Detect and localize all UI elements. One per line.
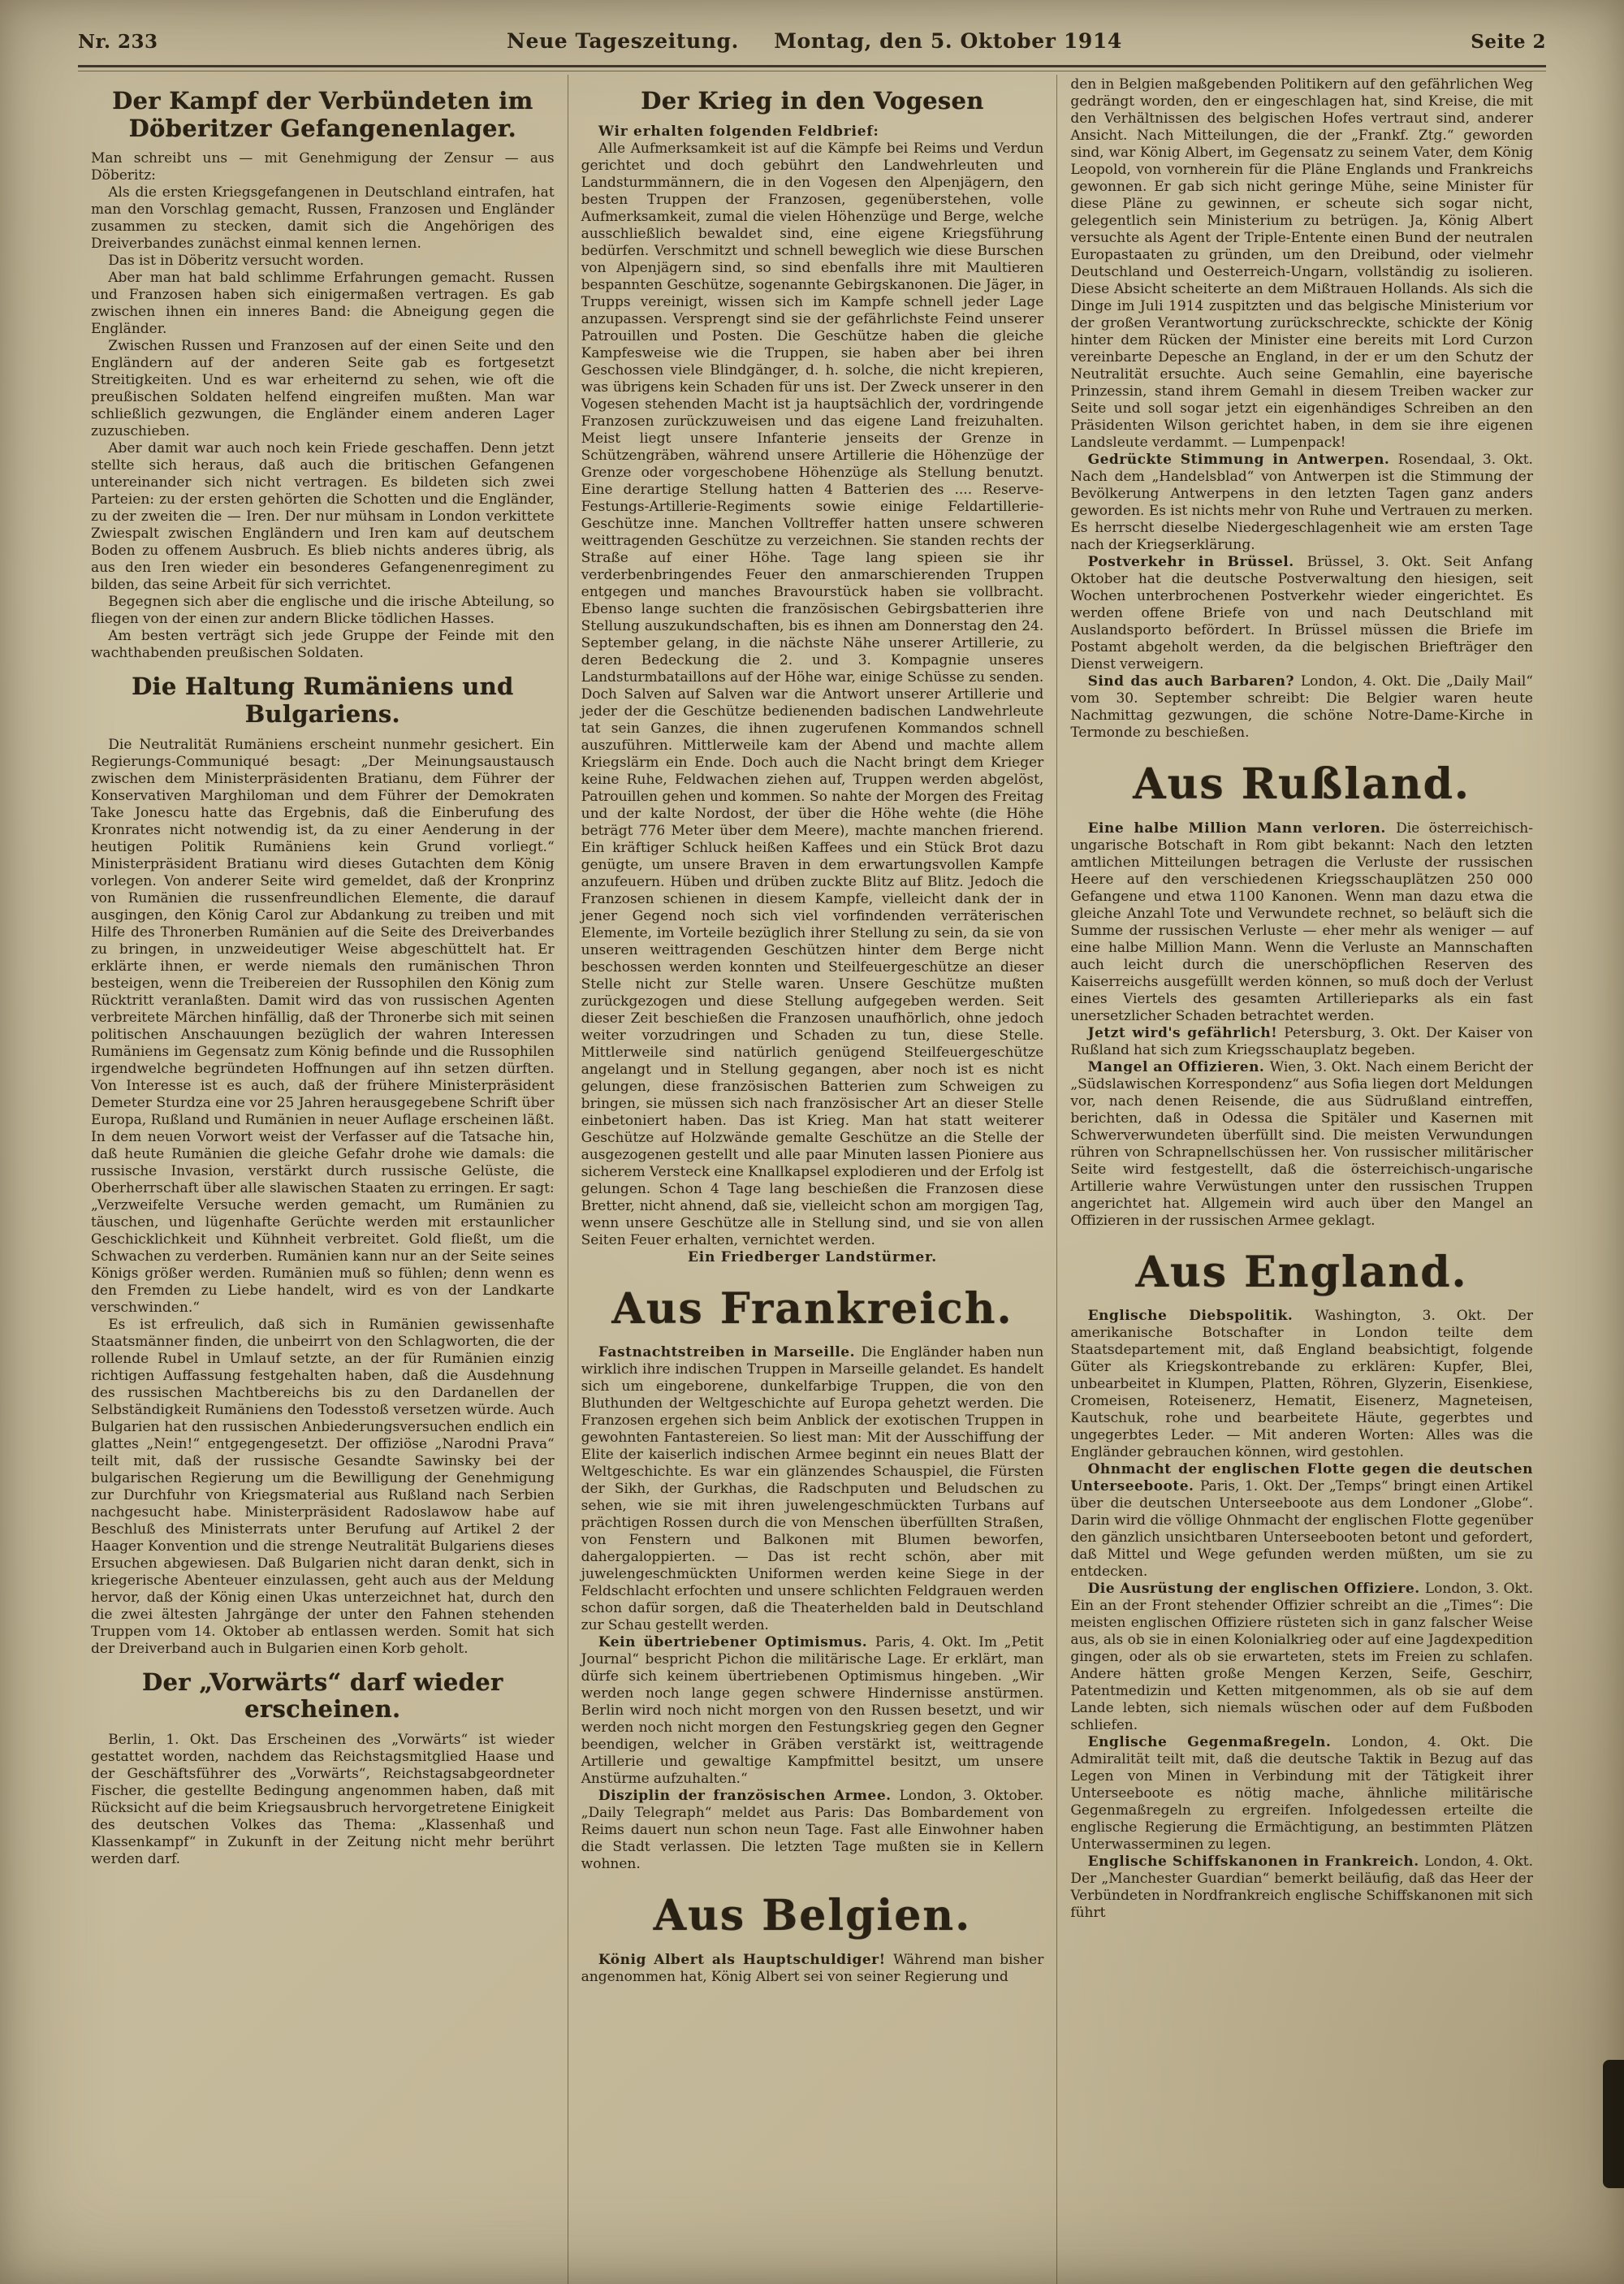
paragraph: Begegnen sich aber die englische und die irische Abteilung, so fliegen von der einen zur andern Blicke tödlichen Hasses.: [91, 594, 555, 628]
masthead: [78, 29, 1546, 53]
section-heading: Aus England.: [1135, 1247, 1468, 1297]
article-heading: Die Haltung Rumäniens und Bulgariens.: [132, 673, 514, 728]
scan-artifact: [1603, 2060, 1624, 2188]
columns: [78, 75, 1546, 2284]
paragraph: den in Belgien maßgebenden Politikern auf den gefährlichen Weg gedrängt worden, den er eingeschlagen hat, sind Kreise, die mit den Verhältnissen des belgischen Hofes vertraut sind, anderer Ansicht. Nach Mitteilungen, die der „Frankf. Ztg.“ geworden sind, war König Albert, im Gegensatz zu seinem Vater, dem König Leopold, von vornherein für die Pläne Englands und Frankreichs gewonnen. Er gab sich nicht geringe Mühe, seine Minister für diese Pläne zu gewinnen, er scheute sich sogar nicht, gelegentlich sein Ministerium zu betrügen. Ja, König Albert versuchte als Agent der Triple-Entente einen Bund der neutralen Europastaaten zu gründen, um den Dreibund, oder vielmehr Deutschland und Oesterreich-Ungarn, vollständig zu isolieren. Diese Absicht scheiterte an dem Mißtrauen Hollands. Als sich die Dinge im Juli 1914 zuspitzten und das belgische Ministerium vor der großen Verantwortung zurückschreckte, schickte der König hinter dem Rücken der Minister eine bereits mit Lord Curzon vereinbarte Depesche an England, in der er um den Schutz der Neutralität ersuchte. Auch seine Gemahlin, eine bayerische Prinzessin, stand ihrem Gemahl in diesem Treiben wacker zur Seite und soll sogar jetzt ein eigenhändiges Schreiben an den Präsidenten Wilson gerichtet haben, in dem sie ihre eigenen Landsleute verdammt. — Lumpenpack!: [1070, 76, 1533, 451]
paragraph: Englische Gegenmaßregeln. London, 4. Okt. Die Admiralität teilt mit, daß die deutsche Taktik in Bezug auf das Legen von Minen in Verbindung mit der Tätigkeit ihrer Unterseeboote es nötig mache, ähnliche militärische Gegenmaßregeln zu ergreifen. Infolgedessen erteilte die englische Regierung die Ermächtigung, an bestimmten Plätzen Unterwasserminen zu legen.: [1070, 1734, 1533, 1854]
paragraph: Disziplin der französischen Armee. London, 3. Oktober. „Daily Telegraph“ meldet aus Paris: Das Bombardement von Reims dauert nun schon neun Tage. Fast alle Einwohner haben die Stadt verlassen. Die letzten Tage mußten sie in Kellern wohnen.: [581, 1788, 1044, 1873]
paragraph-lead: Mangel an Offizieren.: [1087, 1058, 1270, 1075]
section-heading: Aus Belgien.: [653, 1891, 972, 1941]
paragraph: Die Ausrüstung der englischen Offiziere. London, 3. Okt. Ein an der Front stehender Offizier schreibt an die „Times“: Die meisten englischen Offiziere rüsteten sich in ganz falscher Weise aus, als ob sie in einen Kolonialkrieg oder auf eine Jagdexpedition gingen, oder als ob sie erwarteten, stets im Freien zu schlafen. Andere hätten große Mengen Kerzen, Seife, Geschirr, Patentmedizin und Ketten mitgenommen, als ob sie auf dem Lande lebten, sich niemals wüschen oder auf dem Fußboden schliefen.: [1070, 1581, 1533, 1734]
paragraph: Englische Schiffskanonen in Frankreich. London, 4. Okt. Der „Manchester Guardian“ bemerkt beiläufig, daß das Heer der Verbündeten in Nordfrankreich englische Schiffskanonen mit sich führt: [1070, 1854, 1533, 1922]
paragraph: Sind das auch Barbaren? London, 4. Okt. Die „Daily Mail“ vom 30. September schreibt: Die Belgier waren heute Nachmittag gezwungen, die schöne Notre-Dame-Kirche in Termonde zu beschießen.: [1070, 673, 1533, 741]
section-heading: Aus Rußland.: [1133, 759, 1471, 809]
paragraph: Zwischen Russen und Franzosen auf der einen Seite und den Engländern auf der anderen Seite gab es fortgesetzt Streitigkeiten. Und es war erheiternd zu sehen, wie oft die preußischen Soldaten helfend eingreifen mußten. Man war schließlich gezwungen, die Engländer einem anderen Lager zuzuschieben.: [91, 338, 555, 440]
article-heading: Der Krieg in den Vogesen: [641, 87, 984, 115]
paragraph: Ohnmacht der englischen Flotte gegen die deutschen Unterseeboote. Paris, 1. Okt. Der „Temps“ bringt einen Artikel über die deutschen Unterseeboote aus dem Londoner „Globe“. Darin wird die völlige Ohnmacht der englischen Flotte gegenüber den gänzlich unsichtbaren Unterseebooten betont und gefordert, daß Mittel und Wege gefunden werden müßten, um sie zu entdecken.: [1070, 1461, 1533, 1581]
paragraph-lead: Sind das auch Barbaren?: [1087, 673, 1301, 690]
paragraph: Alle Aufmerksamkeit ist auf die Kämpfe bei Reims und Verdun gerichtet und doch gebührt den Landwehrleuten und Landsturmmännern, die in den Vogesen den Alpenjägern, den besten Truppen der Franzosen, gegenüberstehen, volle Aufmerksamkeit, zumal die vielen Höhenzüge und Berge, welche ausschließlich bewaldet sind, eine eigene Kriegsführung bedürfen. Verschmitzt und schnell beweglich wie diese Burschen von Alpenjägern sind, so sind ebenfalls ihre mit Maultieren bespannten Geschütze, sogenannte Gebirgskanonen. Die Jäger, in Trupps vereinigt, wissen sich im Kampfe schnell jeder Lage anzupassen. Versprengt sind sie der gefährlichste Feind unserer Patrouillen und Posten. Die Geschütze haben die gleiche Kampfesweise wie die Truppen, sie haben aber bei ihren Geschossen viele Blindgänger, d. h. solche, die nicht krepieren, was übrigens kein Schaden für uns ist. Der Zweck unserer in den Vogesen stehenden Macht ist ja hauptsächlich der, vordringende Franzosen zurückzuweisen und das eigene Land freizuhalten. Meist liegt unsere Infanterie jenseits der Grenze in Schützengräben, während unsere Artillerie die Höhenzüge der Grenze oder vorgeschobene Höhenzüge als Stellung benutzt. Eine derartige Stellung hatten 4 Batterien des .... Reserve-Festungs-Artillerie-Regiments sowie einige Feldartillerie-Geschütze inne. Manchen Volltreffer hatten unsere schweren weittragenden Geschütze zu verzeichnen. Sie standen rechts der Straße auf einer Höhe. Tage lang spieen sie ihr verderbenbringendes Feuer den anmarschierenden Truppen entgegen und manches Bravourstück haben sie vollbracht. Ebenso lange suchten die französischen Gebirgsbatterien ihre Stellung auszukundschaften, bis es ihnen am Donnerstag den 24. September gelang, in die nächste Nähe unserer Artillerie, zu deren Bedeckung die 2. und 3. Kompagnie unseres Landsturmbataillons auf der Höhe war, einige Schüsse zu senden. Doch Salven auf Salven war die Antwort unserer Artillerie und jeder der die Geschütze bedienenden badischen Landwehrleute tat sein Ganzes, die ihnen zugerufenen Kommandos schnell auszuführen. Mittlerweile kam der Abend und machte allem Kriegslärm ein Ende. Doch auch die Nacht bringt dem Krieger keine Ruhe, Feldwachen ziehen auf, Truppen werden abgelöst, Patrouillen gehen und kommen. So nahte der Morgen des Freitag und der kalte Nordost, der über die Höhe wehte (die Höhe beträgt 776 Meter über dem Meere), machte manchen frierend. Ein kräftiger Schluck heißen Kaffees und ein Stück Brot dazu genügte, um unsere Braven in dem erwartungsvollen Kampfe anzufeuern. Hüben und drüben zuckte Blitz auf Blitz. Jedoch die Franzosen schienen in diesem Kampfe, vielleicht dank der in jener Gegend noch sich viel vorfindenden verräterischen Elemente, im Vorteile bezüglich ihrer Stellung zu sein, da sie von unseren weittragenden Geschützen hinter dem Berge nicht beschossen werden konnten und Steilfeuergeschütze an dieser Stelle nicht zur Stelle waren. Unsere Geschütze mußten zurückgezogen und diese Stellung aufgegeben werden. Seit dieser Zeit beschießen die Franzosen unaufhörlich, ohne jedoch weiter vorzudringen und Schaden zu tun, diese Stelle. Mittlerweile sind natürlich genügend Steilfeuergeschütze angelangt und in Stellung gegangen, aber noch ist es nicht gelungen, diese französischen Batterien zum Schweigen zu bringen, sie müssen sich nach französischer Art an dieser Stelle einbetoniert haben. Das ist Krieg. Man hat statt weiterer Geschütze auf Holzwände gemalte Geschütze an die Stelle der ausgezogenen gestellt und alle paar Minuten lassen Pioniere aus sicherem Versteck eine Knallkapsel explodieren und der Erfolg ist gelungen. Schon 4 Tage lang beschießen die Franzosen diese Bretter, nicht ahnend, daß sie, vielleicht schon am morgigen Tag, wenn unsere Geschütze alle in Stellung sind, und sie von allen Seiten Feuer erhalten, vernichtet werden.: [581, 140, 1044, 1248]
paragraph: Wir erhalten folgenden Feldbrief:: [598, 123, 879, 140]
column-2: [568, 75, 1057, 2284]
paragraph: Mangel an Offizieren. Wien, 3. Okt. Nach einem Bericht der „Südslawischen Korrespondenz“ aus Sofia liegen dort Meldungen vor, nach denen Reisende, die aus Südrußland eintreffen, berichten, daß in Odessa die Spitäler und Kasernen mit Schwerverwundeten überfüllt sind. Die meisten Verwundungen rühren von Schrapnellschüssen her. Von russischer militärischer Seite wird festgestellt, daß die österreichisch-ungarische Artillerie wahre Verwüstungen unter den russischen Truppen angerichtet hat. Allgemein wird auch über den Mangel an Offizieren in der russischen Armee geklagt.: [1070, 1058, 1533, 1229]
paragraph-lead: Englische Diebspolitik.: [1087, 1308, 1315, 1325]
newspaper-name: Neue Tageszeitung.: [507, 29, 739, 53]
paragraph: Fastnachtstreiben in Marseille. Die Engländer haben nun wirklich ihre indischen Truppen in Marseille gelandet. Es handelt sich um eingeborene, dunkelfarbige Truppen, die von den Bluthunden der Weltgeschichte auf Europa gehetzt werden. Die Franzosen ergehen sich beim Anblick der exotischen Truppen in gewohnten Fantastereien. So liest man: Mit der Ausschiffung der Elite der kaiserlich indischen Armee beginnt ein neues Blatt der Weltgeschichte. Es war ein glänzendes Schauspiel, die Fürsten der Sikh, der Gurkhas, die Radschputen und Beludschen zu sehen, wie sie mit ihren juwelengeschmückten Turbans auf prächtigen Rossen durch die von Menschen überfüllten Straßen, von Fenstern und Balkonen mit Blumen beworfen, dahergaloppierten. — Das ist recht schön, aber mit juwelengeschmückten Uniformen werden keine Siege in der Feldschlacht erfochten und unsere schlichten Feldgrauen werden schon dafür sorgen, daß die Theaterhelden bald in Deutschland zur Schau gestellt werden.: [581, 1344, 1044, 1634]
paragraph: Kein übertriebener Optimismus. Paris, 4. Okt. Im „Petit Journal“ bespricht Pichon die militärische Lage. Er erklärt, man dürfe sich keinem übertriebenen Optimismus hingeben. „Wir werden noch lange gegen schwere Hindernisse anstürmen. Berlin wird noch nicht morgen von den Russen besetzt, und wir werden noch nicht morgen den Festungskrieg gegen den Gegner beendigen, welcher in Gräben verstärkt ist, weittragende Artillerie und gewaltige Kampfmittel besitzt, um unsere Anstürme aufzuhalten.“: [581, 1634, 1044, 1788]
paragraph: König Albert als Hauptschuldiger! Während man bisher angenommen hat, König Albert sei von seiner Regierung und: [581, 1951, 1044, 1985]
column-3: [1056, 75, 1546, 2284]
paragraph-lead: Englische Gegenmaßregeln.: [1087, 1734, 1352, 1751]
paragraph: Man schreibt uns — mit Genehmigung der Zensur — aus Döberitz:: [91, 150, 555, 184]
paragraph-lead: Jetzt wird's gefährlich!: [1087, 1024, 1285, 1041]
paragraph: Am besten verträgt sich jede Gruppe der Feinde mit den wachthabenden preußischen Soldaten.: [91, 628, 555, 662]
paragraph-lead: König Albert als Hauptschuldiger!: [598, 1951, 894, 1968]
paragraph-lead: Gedrückte Stimmung in Antwerpen.: [1087, 452, 1398, 468]
header-rule: [78, 65, 1546, 71]
paragraph-lead: Die Ausrüstung der englischen Offiziere.: [1087, 1581, 1425, 1598]
article-heading: Der „Vorwärts“ darf wieder erscheinen.: [142, 1668, 503, 1724]
paragraph: Aber damit war auch noch kein Friede geschaffen. Denn jetzt stellte sich heraus, daß auch die britischen Gefangenen untereinander sich nicht vertragen. Es bildeten sich zwei Parteien: zu der ersten gehörten die Schotten und die Engländer, zu der zweiten die — Iren. Der nur mühsam in London verkittete Zwiespalt zwischen Engländern und Iren kam auf deutschem Boden zu offenem Ausbruch. Es blieb nichts anderes übrig, als aus den Iren wieder ein besonderes Gefangenenregiment zu bilden, das seine Arbeit für sich verrichtet.: [91, 440, 555, 594]
paragraph-lead: Postverkehr in Brüssel.: [1087, 554, 1307, 570]
paragraph: Englische Diebspolitik. Washington, 3. Okt. Der amerikanische Botschafter in London teilte dem Staatsdepartement mit, daß England beabsichtigt, folgende Güter als Kriegskontrebande zu erklären: Kupfer, Blei, unbearbeitet in Klumpen, Platten, Röhren, Glyzerin, Eisenkiese, Cromeisen, Roteisenerz, Hematit, Eisenerz, Magneteisen, Kautschuk, rohe und bearbeitete Häute, gegerbtes und ungegerbtes Leder. — Mit anderen Worten: Alles was die Engländer gebrauchen können, wird gestohlen.: [1070, 1308, 1533, 1461]
signature-line: Ein Friedberger Landstürmer.: [688, 1248, 937, 1265]
paragraph-lead: Disziplin der französischen Armee.: [598, 1788, 900, 1805]
page-number: Seite 2: [1471, 31, 1546, 53]
paragraph: Postverkehr in Brüssel. Brüssel, 3. Okt. Seit Anfang Oktober hat die deutsche Postverwaltung den hiesigen, seit Wochen unterbrochenen Postverkehr wieder eingerichtet. Es werden offene Briefe von und nach Deutschland mit Auslandsporto befördert. In Brüssel müssen die Briefe im Postamt abgeholt werden, da die belgischen Briefträger den Dienst verweigern.: [1070, 554, 1533, 673]
article-heading: Der Kampf der Verbündeten im Döberitzer Gefangenenlager.: [112, 87, 533, 142]
paragraph: Aber man hat bald schlimme Erfahrungen gemacht. Russen und Franzosen haben sich einigermaßen vertragen. Es gab zwischen ihnen ein inneres Band: die Abneigung gegen die Engländer.: [91, 270, 555, 338]
issue-date: Montag, den 5. Oktober 1914: [774, 29, 1122, 53]
paragraph-lead: Kein übertriebener Optimismus.: [598, 1634, 875, 1651]
paragraph-lead: Eine halbe Million Mann verloren.: [1087, 820, 1397, 837]
paragraph: Jetzt wird's gefährlich! Petersburg, 3. Okt. Der Kaiser von Rußland hat sich zum Kriegsschauplatz begeben.: [1070, 1024, 1533, 1058]
paragraph: Die Neutralität Rumäniens erscheint nunmehr gesichert. Ein Regierungs-Communiqué besagt: „Der Meinungsaustausch zwischen dem Ministerpräsidenten Bratianu, dem Führer der Konservativen Marghiloman und dem Führer der Demokraten Take Jonescu hatte das Ergebnis, daß die Einberufung des Kronrates nicht notwendig ist, da zu einer Aenderung in der heutigen Politik Rumäniens kein Grund vorliegt.“ Ministerpräsident Bratianu wird dieses Gutachten dem König vorlegen. Von anderer Seite wird gemeldet, daß der Kronprinz von Rumänien die russenfreundlichen Elemente, die darauf ausgingen, den König Carol zur Abdankung zu treiben und mit Hilfe des Thronerben Rumänien auf die Seite des Dreiverbandes zu bringen, in unzweideutiger Weise abgeschüttelt hat. Er erklärte ihnen, er werde niemals den rumänischen Thron besteigen, wenn die Treibereien der Russophilen den König zum Rücktritt veranlaßten. Damit wird das von russischen Agenten verbreitete Märchen hinfällig, daß der Thronerbe sich mit seinen politischen Anschauungen bezüglich der wahren Interessen Rumäniens im Gegensatz zum König befinde und die Russophilen irgendwelche begründeten Hoffnungen auf ihn setzen dürften. Von Interesse ist es auch, daß der frühere Ministerpräsident Demeter Sturdza eine vor 25 Jahren herausgegebene Schrift über Europa, Rußland und Rumänien in neuer Auflage erscheinen läßt. In dem neuen Vorwort weist der Verfasser auf die Tatsache hin, daß heute Rumänien die gleiche Gefahr drohe wie damals: die russische Invasion, verstärkt durch russische Gelüste, die Oberherrschaft über alle slawischen Staaten zu erringen. Er sagt: „Verzweifelte Versuche werden gemacht, um Rumänien zu täuschen, und lügenhafte Gerüchte werden mit erstaunlicher Geschicklichkeit und Kühnheit verbreitet. Gold fließt, um die Schwachen zu verderben. Rumänien kann nur an der Seite seines Königs größer werden. Rumänien muß so fühlen; denn wenn es den Fremden zu Liebe handelt, wird es von der Landkarte verschwinden.“: [91, 736, 555, 1316]
issue-number: Nr. 233: [78, 31, 158, 53]
paragraph: Es ist erfreulich, daß sich in Rumänien gewissenhafte Staatsmänner finden, die unbeirrt von den Schlagworten, die der rollende Rubel in Umlauf setzte, an der für Rumänien einzig richtigen Auffassung festgehalten haben, daß die Ausdehnung des russischen Machtbereichs bis zu den Dardanellen der Selbständigkeit Rumäniens den Todesstoß versetzen würde. Auch Bulgarien hat den russischen Anbiederungsversuchen endlich ein glattes „Nein!“ entgegengesetzt. Der offiziöse „Narodni Prava“ teilt mit, daß der russische Gesandte Sawinsky bei der bulgarischen Regierung um die Bewilligung der Genehmigung zur Durchfuhr von Kriegsmaterial aus Rußland nach Serbien nachgesucht habe. Ministerpräsident Radoslawow habe auf Beschluß des Ministerrats unter Berufung auf Artikel 2 der Haager Konvention und die strenge Neutralität Bulgariens dieses Ersuchen abgewiesen. Daß Bulgarien nicht daran denkt, sich in kriegerische Abenteuer einzulassen, geht auch aus der Meldung hervor, daß der König einen Ukas unterzeichnet hat, durch den die zwei ältesten Jahrgänge der unter den Fahnen stehenden Truppen vom 14. Oktober ab entlassen werden. Somit hat sich der Dreiverband auch in Bulgarien einen Korb geholt.: [91, 1316, 555, 1657]
paragraph-lead: Fastnachtstreiben in Marseille.: [598, 1344, 862, 1361]
paragraph: Als die ersten Kriegsgefangenen in Deutschland eintrafen, hat man den Vorschlag gemacht, Russen, Franzosen und Engländer zusammen zu stecken, damit sich die Angehörigen des Dreiverbandes zunächst einmal kennen lernen.: [91, 184, 555, 253]
section-heading: Aus Frankreich.: [611, 1283, 1013, 1334]
paragraph: Das ist in Döberitz versucht worden.: [108, 253, 365, 270]
paragraph-lead: Ohnmacht der englischen Flotte gegen die deutschen Unterseeboote.: [1070, 1461, 1533, 1495]
masthead-title: [507, 29, 1122, 53]
paragraph: Gedrückte Stimmung in Antwerpen. Rosendaal, 3. Okt. Nach dem „Handelsblad“ von Antwerpen ist die Stimmung der Bevölkerung Antwerpens in den letzten Tagen ganz anders geworden. Es ist nichts mehr von Ruhe und Vertrauen zu merken. Es herrscht dieselbe Niedergeschlagenheit wie am ersten Tage nach der Kriegserklärung.: [1070, 452, 1533, 553]
paragraph: Berlin, 1. Okt. Das Erscheinen des „Vorwärts“ ist wieder gestattet worden, nachdem das Reichstagsmitglied Haase und der Geschäftsführer des „Vorwärts“, Reichstagsabgeordneter Fischer, die gestellte Bedingung angenommen haben, daß mit Rücksicht auf die beim Kriegsausbruch hervorgetretene Einigkeit des deutschen Volkes das Thema: „Klassenhaß und Klassenkampf“ in Zukunft in der Zeitung nicht mehr berührt werden darf.: [91, 1731, 555, 1867]
paragraph-lead: Englische Schiffskanonen in Frankreich.: [1087, 1854, 1425, 1871]
paragraph: Eine halbe Million Mann verloren. Die österreichisch-ungarische Botschaft in Rom gibt bekannt: Nach den letzten amtlichen Mitteilungen betragen die Verluste der russischen Heere auf den verschiedenen Kriegsschauplätzen 250 000 Gefangene und etwa 1100 Kanonen. Wenn man dazu etwa die gleiche Anzahl Tote und Verwundete rechnet, so beläuft sich die Summe der russischen Verluste — eher mehr als weniger — auf eine halbe Million Mann. Wenn die Verluste an Mannschaften auch leicht durch die unerschöpflichen Reserven des Kaiserreichs ausgefüllt werden können, so muß doch der Verlust eines Viertels des gesamten Artillerieparks als ein fast unersetzlicher Schaden betrachtet werden.: [1070, 820, 1533, 1024]
column-1: [78, 75, 568, 2284]
